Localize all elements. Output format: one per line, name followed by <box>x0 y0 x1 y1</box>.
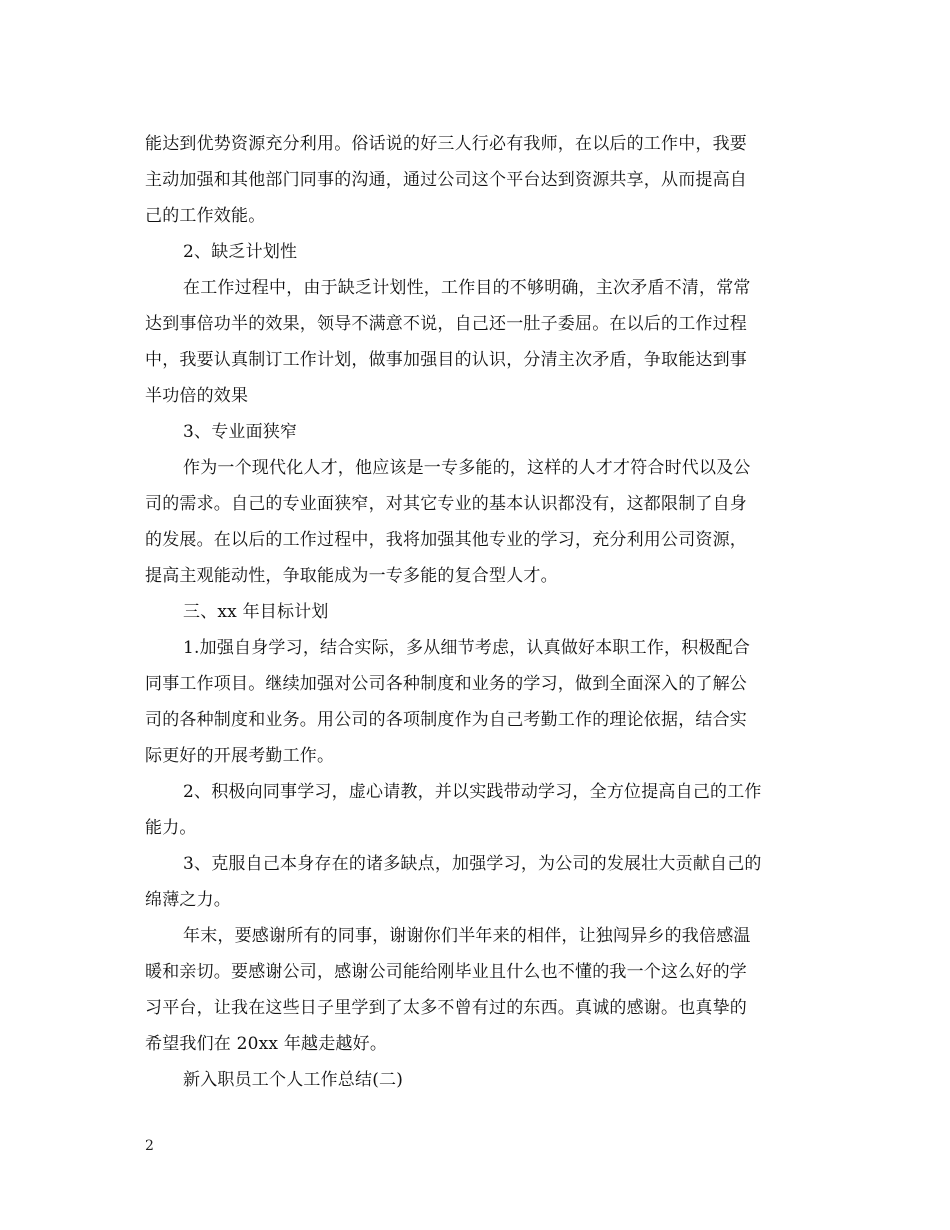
paragraph-line: 3、克服自己本身存在的诸多缺点，加强学习，为公司的发展壮大贡献自己的 <box>183 854 762 874</box>
section-heading: 三、xx 年目标计划 <box>183 602 329 622</box>
paragraph-line: 1.加强自身学习，结合实际，多从细节考虑，认真做好本职工作，积极配合 <box>183 638 751 658</box>
paragraph-line: 能达到优势资源充分利用。俗话说的好三人行必有我师，在以后的工作中，我要 <box>145 134 747 154</box>
paragraph-line: 中，我要认真制订工作计划，做事加强目的认识，分清主次矛盾，争取能达到事 <box>145 350 747 370</box>
paragraph-line: 年末，要感谢所有的同事，谢谢你们半年来的相伴，让独闯异乡的我倍感温 <box>183 926 751 946</box>
paragraph-line: 际更好的开展考勤工作。 <box>145 746 335 766</box>
paragraph-line: 希望我们在 20xx 年越走越好。 <box>145 1034 388 1054</box>
section-heading: 3、专业面狭窄 <box>183 422 298 442</box>
section-heading: 新入职员工个人工作总结(二) <box>183 1070 404 1090</box>
paragraph-line: 司的各种制度和业务。用公司的各项制度作为自己考勤工作的理论依据，结合实 <box>145 710 747 730</box>
paragraph-line: 半功倍的效果 <box>145 386 249 406</box>
paragraph-line: 绵薄之力。 <box>145 890 231 910</box>
paragraph-line: 主动加强和其他部门同事的沟通，通过公司这个平台达到资源共享，从而提高自 <box>145 170 747 190</box>
paragraph-line: 达到事倍功半的效果，领导不满意不说，自己还一肚子委屈。在以后的工作过程 <box>145 314 747 334</box>
paragraph-line: 能力。 <box>145 818 197 838</box>
paragraph-line: 的发展。在以后的工作过程中，我将加强其他专业的学习，充分利用公司资源， <box>145 530 747 550</box>
paragraph-line: 提高主观能动性，争取能成为一专多能的复合型人才。 <box>145 566 558 586</box>
paragraph-line: 司的需求。自己的专业面狭窄，对其它专业的基本认识都没有，这都限制了自身 <box>145 494 747 514</box>
document-body <box>145 126 810 1098</box>
paragraph-line: 己的工作效能。 <box>145 206 266 226</box>
paragraph-line: 2、积极向同事学习，虚心请教，并以实践带动学习，全方位提高自己的工作 <box>183 782 762 802</box>
paragraph-line: 同事工作项目。继续加强对公司各种制度和业务的学习，做到全面深入的了解公 <box>145 674 747 694</box>
paragraph-line: 作为一个现代化人才，他应该是一专多能的，这样的人才才符合时代以及公 <box>183 458 751 478</box>
paragraph-line: 在工作过程中，由于缺乏计划性，工作目的不够明确，主次矛盾不清，常常 <box>183 278 751 298</box>
paragraph-line: 习平台，让我在这些日子里学到了太多不曾有过的东西。真诚的感谢。也真挚的 <box>145 998 747 1018</box>
paragraph-line: 暖和亲切。要感谢公司，感谢公司能给刚毕业且什么也不懂的我一个这么好的学 <box>145 962 747 982</box>
section-heading: 2、缺乏计划性 <box>183 242 298 262</box>
page-number: 2 <box>145 1138 154 1154</box>
